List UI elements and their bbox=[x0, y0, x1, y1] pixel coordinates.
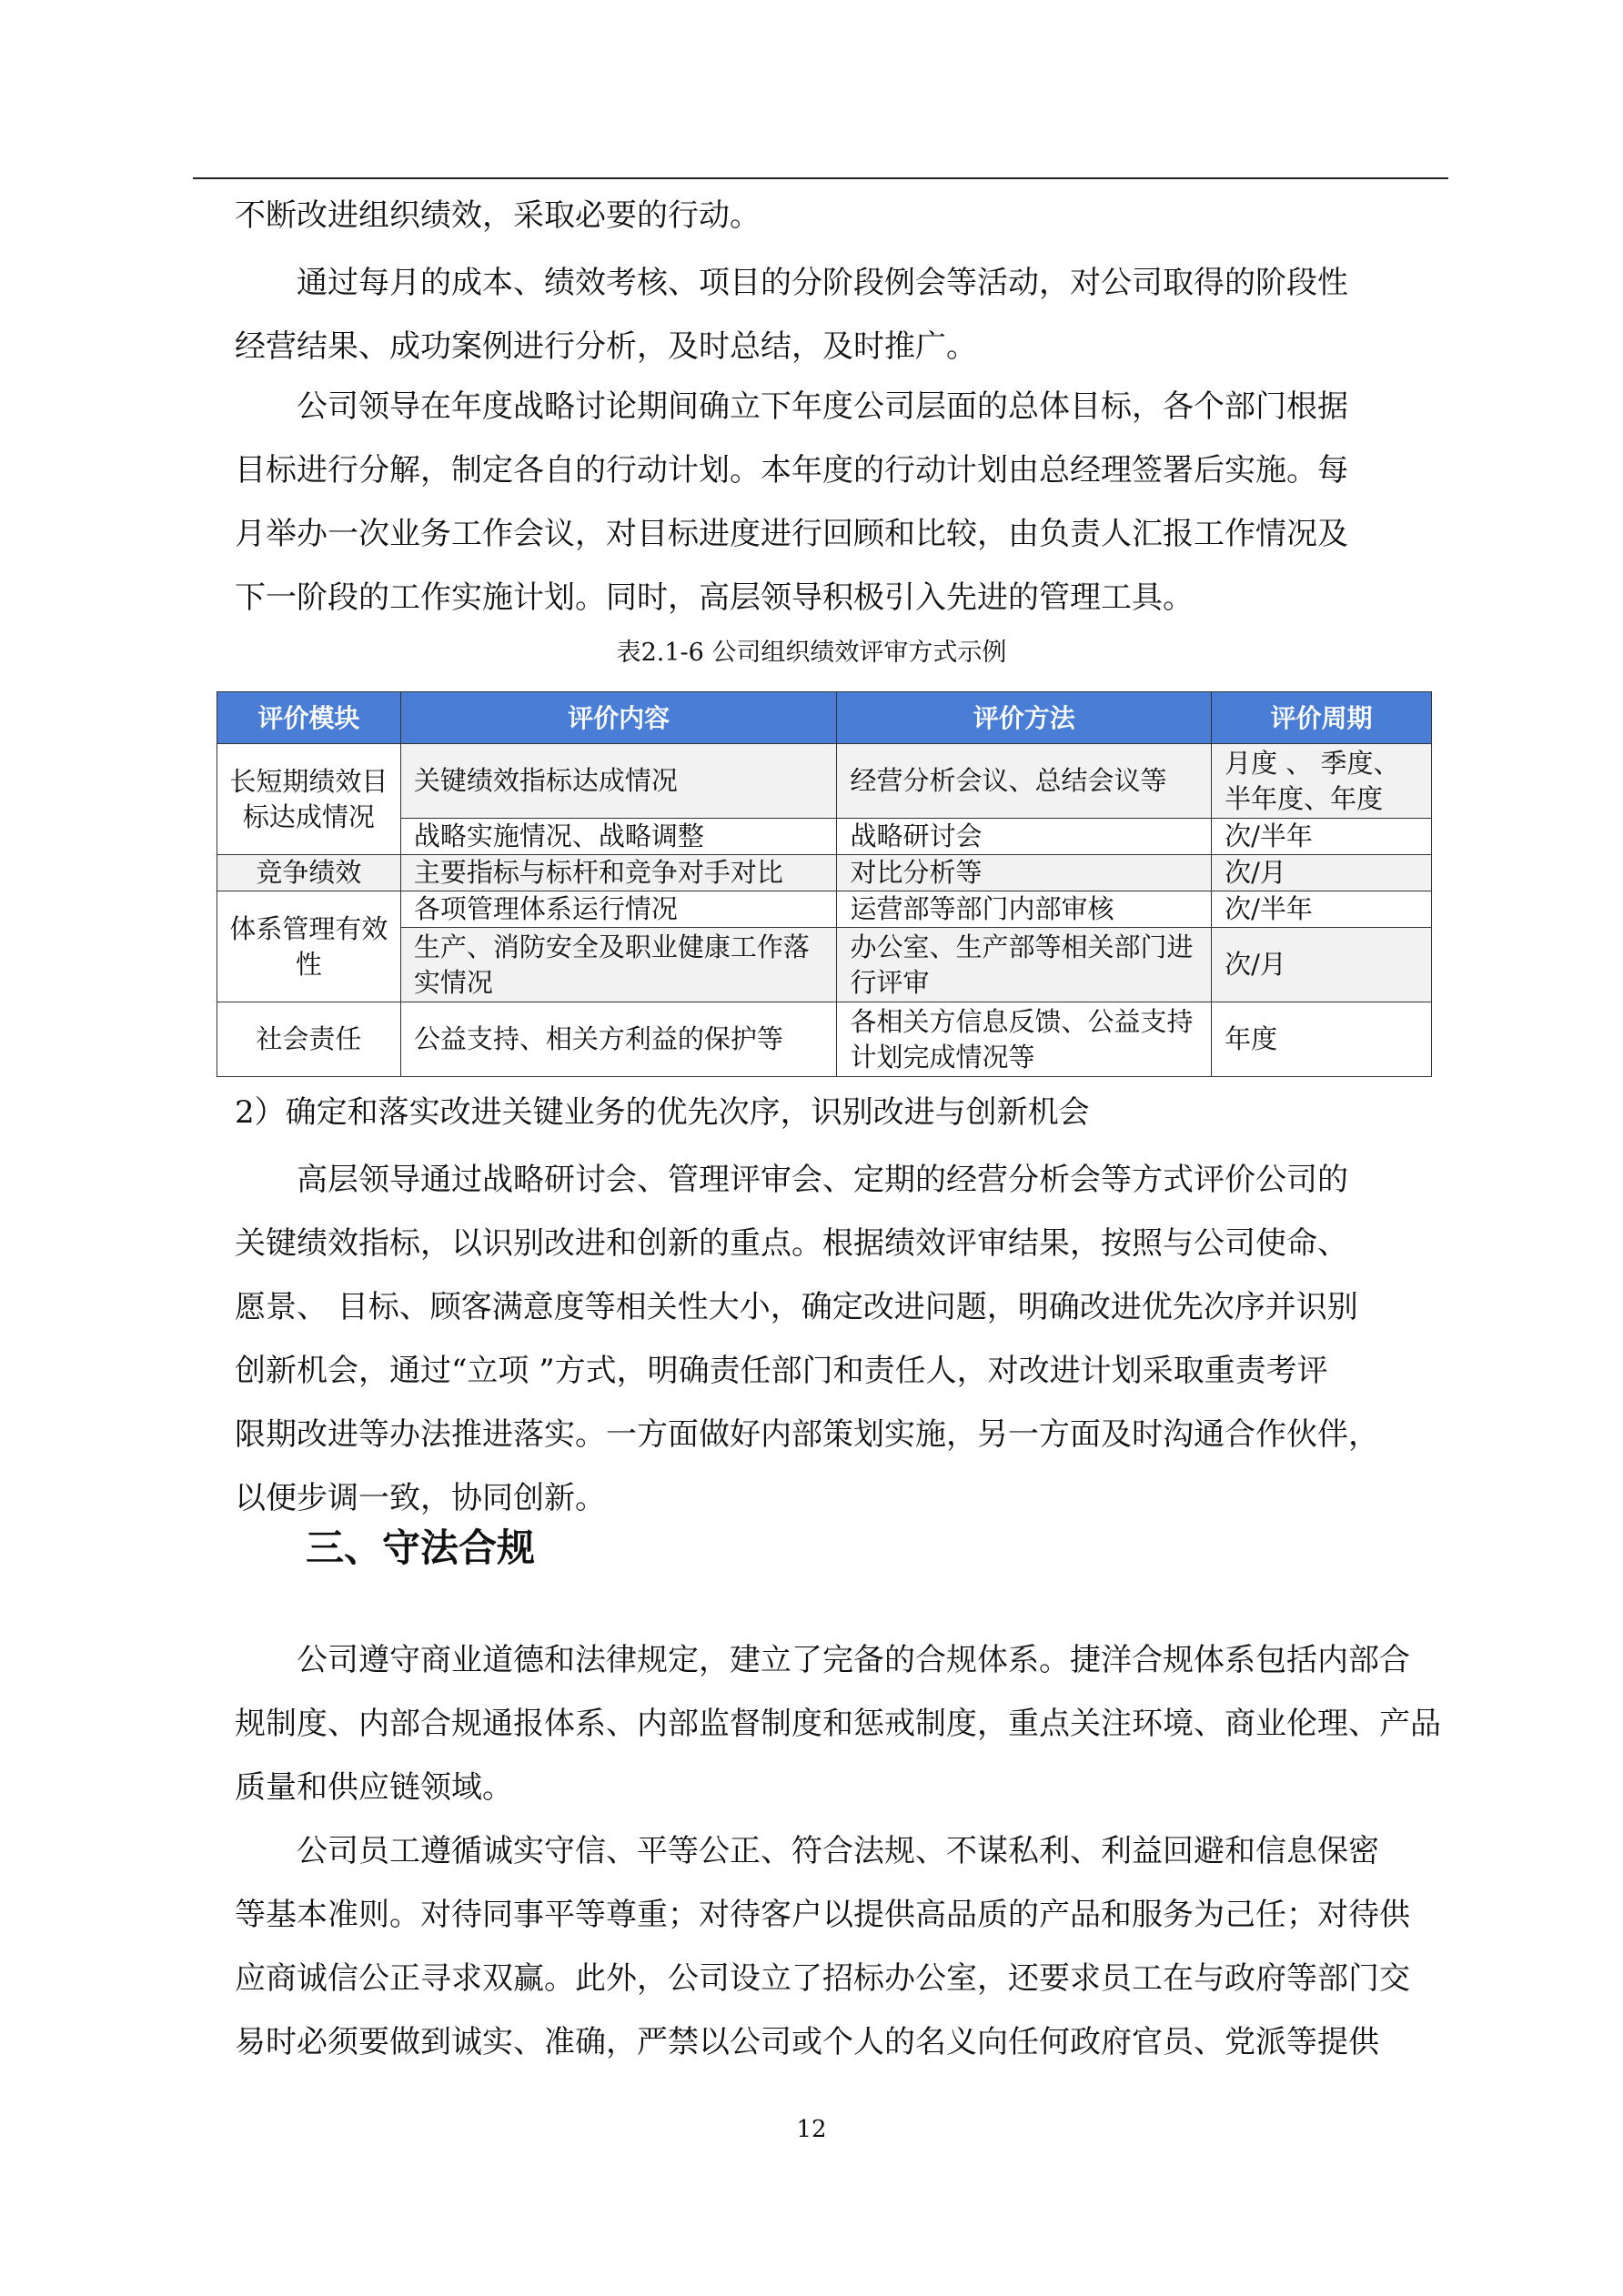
cell-period: 次/半年 bbox=[1212, 891, 1432, 928]
text-line: 公司遵守商业道德和法律规定，建立了完备的合规体系。捷洋合规体系包括内部合 bbox=[297, 1642, 1410, 1678]
header-method: 评价方法 bbox=[837, 692, 1212, 744]
table-row bbox=[217, 1002, 1432, 1077]
table-caption: 表2.1-6 公司组织绩效评审方式示例 bbox=[616, 639, 1007, 667]
table-row bbox=[217, 744, 1432, 819]
text-line: 以便步调一致，协同创新。 bbox=[235, 1480, 606, 1516]
text-line: 关键绩效指标，以识别改进和创新的重点。根据绩效评审结果，按照与公司使命、 bbox=[235, 1225, 1348, 1262]
text-line: 不断改进组织绩效，采取必要的行动。 bbox=[235, 197, 761, 234]
cell-method: 运营部等部门内部审核 bbox=[837, 891, 1212, 928]
cell-content: 主要指标与标杆和竞争对手对比 bbox=[400, 855, 837, 891]
cell-method: 办公室、生产部等相关部门进行评审 bbox=[837, 928, 1212, 1002]
table-row bbox=[217, 855, 1432, 891]
paragraph-1 bbox=[235, 184, 1441, 247]
header-content: 评价内容 bbox=[400, 692, 837, 744]
cell-content: 关键绩效指标达成情况 bbox=[400, 744, 837, 819]
cell-period: 月度 、 季度、半年度、年度 bbox=[1212, 744, 1432, 819]
text-line: 通过每月的成本、绩效考核、项目的分阶段例会等活动，对公司取得的阶段性 bbox=[297, 265, 1348, 301]
text-line: 质量和供应链领域。 bbox=[235, 1769, 513, 1806]
cell-method: 经营分析会议、总结会议等 bbox=[837, 744, 1212, 819]
text-line: 易时必须要做到诚实、准确，严禁以公司或个人的名义向任何政府官员、党派等提供 bbox=[235, 2024, 1379, 2060]
paragraph-5 bbox=[235, 1628, 1441, 1819]
cell-period: 次/月 bbox=[1212, 928, 1432, 1002]
text-line: 公司领导在年度战略讨论期间确立下年度公司层面的总体目标，各个部门根据 bbox=[297, 388, 1348, 425]
text-line: 下一阶段的工作实施计划。同时，高层领导积极引入先进的管理工具。 bbox=[235, 579, 1194, 616]
subheading: 2）确定和落实改进关键业务的优先次序，识别改进与创新机会 bbox=[235, 1094, 1090, 1131]
table-header-row bbox=[217, 692, 1432, 744]
cell-content: 公益支持、相关方利益的保护等 bbox=[400, 1002, 837, 1077]
paragraph-2 bbox=[235, 251, 1441, 378]
paragraph-4 bbox=[235, 1148, 1441, 1530]
cell-content: 各项管理体系运行情况 bbox=[400, 891, 837, 928]
cell-method: 战略研讨会 bbox=[837, 819, 1212, 855]
text-line: 月举办一次业务工作会议，对目标进度进行回顾和比较，由负责人汇报工作情况及 bbox=[235, 516, 1348, 552]
cell-module: 体系管理有效性 bbox=[217, 891, 401, 1002]
section-title: 三、守法合规 bbox=[306, 1526, 536, 1570]
performance-review-table bbox=[217, 691, 1432, 1077]
header-module: 评价模块 bbox=[217, 692, 401, 744]
text-line: 应商诚信公正寻求双赢。此外，公司设立了招标办公室，还要求员工在与政府等部门交 bbox=[235, 1960, 1410, 1997]
cell-module: 竞争绩效 bbox=[217, 855, 401, 891]
cell-period: 年度 bbox=[1212, 1002, 1432, 1077]
cell-method: 各相关方信息反馈、公益支持计划完成情况等 bbox=[837, 1002, 1212, 1077]
header-rule bbox=[193, 177, 1448, 179]
text-line: 创新机会，通过“立项 ”方式，明确责任部门和责任人，对改进计划采取重责考评 bbox=[235, 1353, 1328, 1389]
paragraph-6 bbox=[235, 1819, 1441, 2074]
text-line: 经营结果、成功案例进行分析，及时总结，及时推广。 bbox=[235, 328, 977, 365]
paragraph-3 bbox=[235, 375, 1441, 629]
header-period: 评价周期 bbox=[1212, 692, 1432, 744]
cell-content: 生产、消防安全及职业健康工作落实情况 bbox=[400, 928, 837, 1002]
cell-method: 对比分析等 bbox=[837, 855, 1212, 891]
text-line: 等基本准则。对待同事平等尊重；对待客户以提供高品质的产品和服务为己任；对待供 bbox=[235, 1897, 1410, 1933]
text-line: 目标进行分解，制定各自的行动计划。本年度的行动计划由总经理签署后实施。每 bbox=[235, 452, 1348, 488]
text-line: 规制度、内部合规通报体系、内部监督制度和惩戒制度，重点关注环境、商业伦理、产品 bbox=[235, 1706, 1441, 1742]
text-line: 限期改进等办法推进落实。一方面做好内部策划实施，另一方面及时沟通合作伙伴， bbox=[235, 1416, 1379, 1453]
text-line: 公司员工遵循诚实守信、平等公正、符合法规、不谋私利、利益回避和信息保密 bbox=[297, 1833, 1379, 1869]
cell-period: 次/月 bbox=[1212, 855, 1432, 891]
cell-module: 社会责任 bbox=[217, 1002, 401, 1077]
page-number: 12 bbox=[796, 2116, 827, 2143]
cell-period: 次/半年 bbox=[1212, 819, 1432, 855]
cell-module: 长短期绩效目标达成情况 bbox=[217, 744, 401, 855]
cell-content: 战略实施情况、战略调整 bbox=[400, 819, 837, 855]
text-line: 愿景、 目标、顾客满意度等相关性大小，确定改进问题，明确改进优先次序并识别 bbox=[235, 1289, 1358, 1325]
table-row bbox=[217, 891, 1432, 928]
text-line: 高层领导通过战略研讨会、管理评审会、定期的经营分析会等方式评价公司的 bbox=[297, 1162, 1348, 1198]
